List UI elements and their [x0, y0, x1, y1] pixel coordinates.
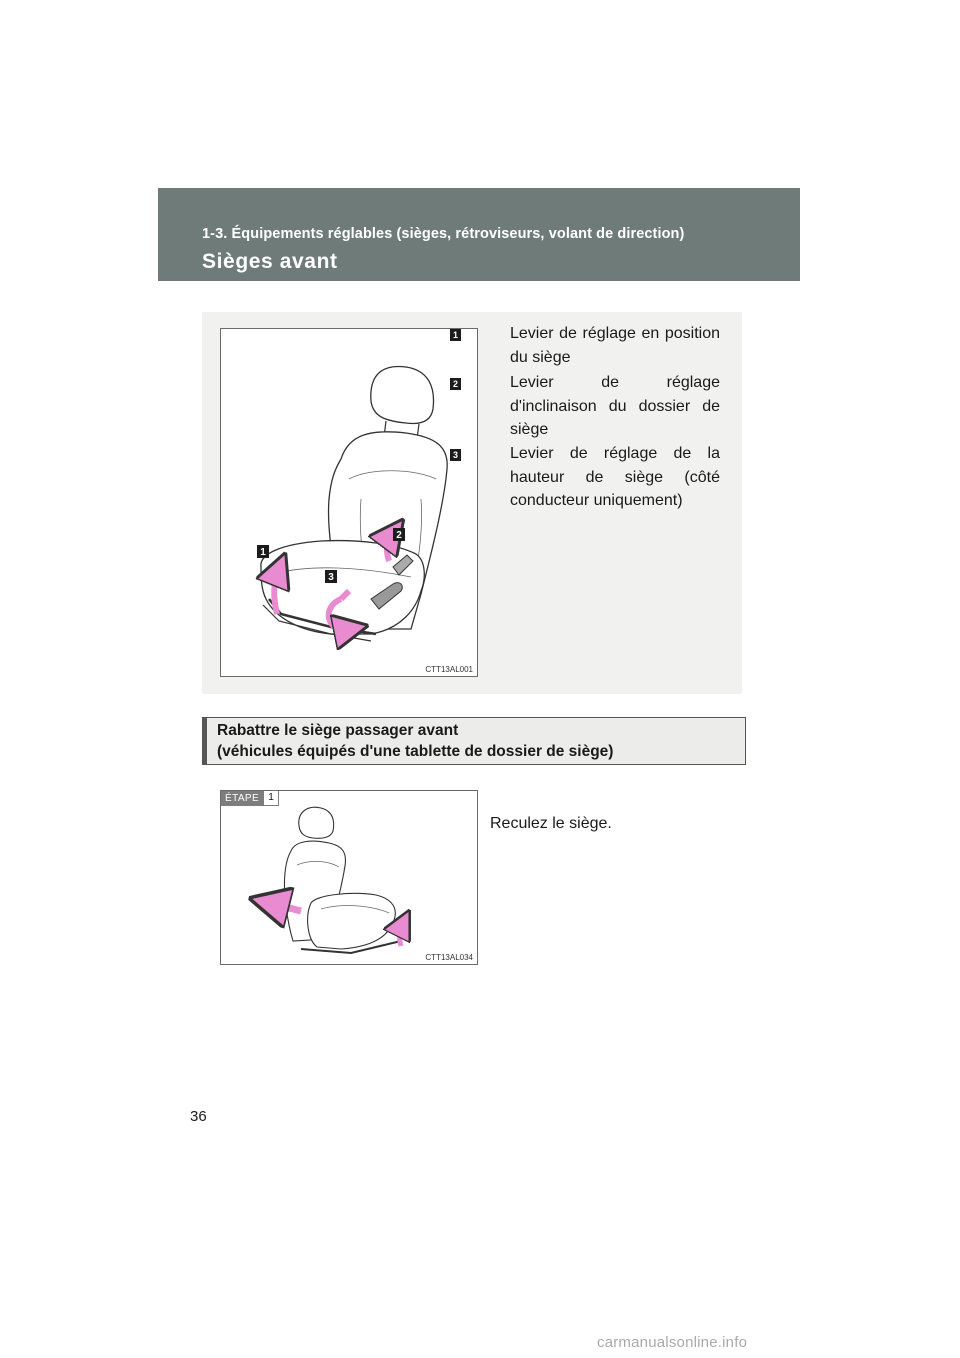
seat-controls-box — [202, 312, 742, 694]
subsection-title: Rabattre le siège passager avant — [217, 722, 459, 739]
legend-text-2: Levier de réglage d'inclinaison du dossier de siège — [510, 374, 720, 438]
watermark: carmanualsonline.info — [597, 1334, 748, 1351]
subsection-subtitle: (véhicules équipés d'une tablette de dossier de siège) — [217, 743, 614, 760]
svg-text:1: 1 — [260, 547, 266, 558]
legend-text-3: Levier de réglage de la hauteur de siège (côté conducteur uniquement) — [510, 445, 720, 509]
svg-text:2: 2 — [396, 530, 402, 541]
page-title: Sièges avant — [202, 250, 338, 273]
step-number: 1 — [263, 791, 279, 806]
svg-text:3: 3 — [328, 572, 334, 583]
callout-2 — [393, 528, 405, 541]
page-number: 36 — [190, 1108, 207, 1125]
seat-recline-illustration — [221, 791, 477, 964]
legend-badge-1: 1 — [450, 329, 461, 341]
legend-text-1: Levier de réglage en position du siège — [510, 325, 720, 366]
front-seat-figure — [220, 328, 478, 677]
step-label: ÉTAPE — [221, 791, 263, 806]
step-1-instruction: Reculez le siège. — [490, 815, 612, 832]
legend-badge-2: 2 — [450, 378, 461, 390]
chapter-header — [158, 188, 800, 281]
callout-1 — [257, 545, 269, 558]
subsection-header — [202, 717, 746, 765]
front-seat-illustration — [221, 329, 477, 676]
callout-3 — [325, 570, 337, 583]
section-label: 1-3. Équipements réglables (sièges, rétroviseurs, volant de direction) — [202, 226, 685, 242]
step-1-figure — [220, 790, 478, 965]
figure-code: CTT13AL001 — [425, 665, 473, 674]
figure-code-2: CTT13AL034 — [425, 953, 473, 962]
legend-badge-3: 3 — [450, 449, 461, 461]
